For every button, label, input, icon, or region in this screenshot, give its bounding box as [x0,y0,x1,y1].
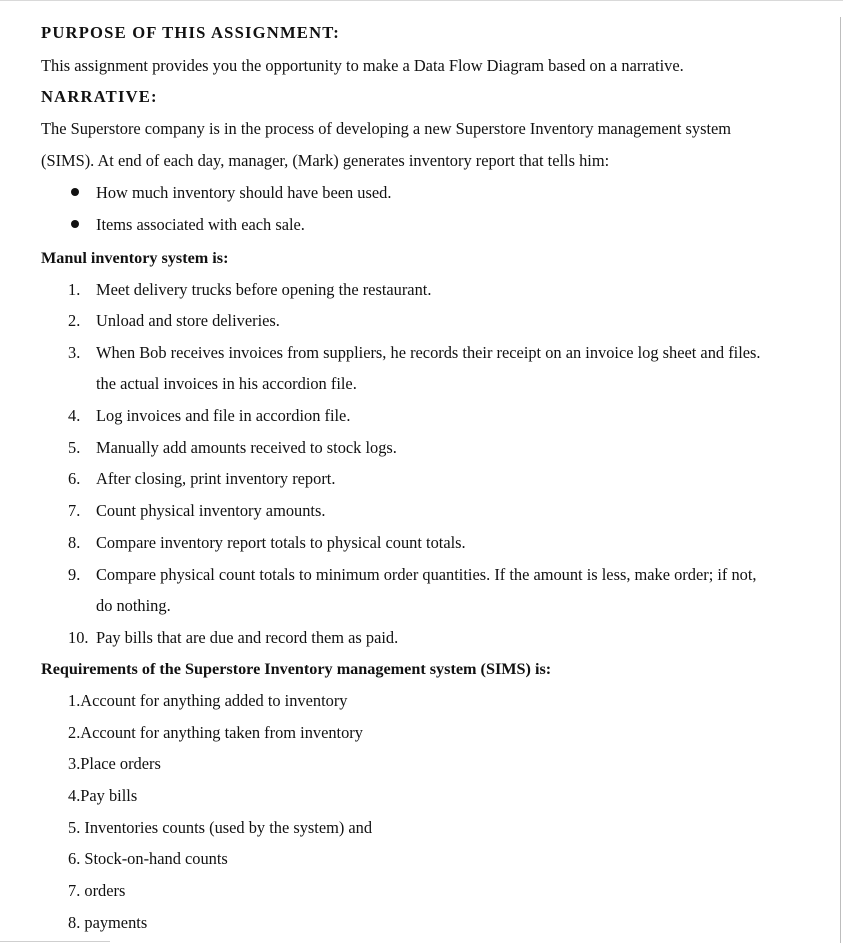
manual-item-number: 6. [68,469,81,488]
narrative-paragraph-line-2: (SIMS). At end of each day, manager, (Mark) generates inventory report that tells him: [41,151,610,170]
manual-item-number: 3. [68,343,81,362]
purpose-heading: PURPOSE OF THIS ASSIGNMENT: [41,23,341,42]
manual-item-text-continued: the actual invoices in his accordion file. [96,374,357,393]
requirement-item: 6. Stock-on-hand counts [68,849,228,868]
manual-item-text: Count physical inventory amounts. [96,501,326,520]
page-right-border [840,17,841,943]
manual-item-number: 9. [68,565,81,584]
requirement-item: 5. Inventories counts (used by the system) and [68,818,373,837]
requirement-item: 4.Pay bills [68,786,138,805]
manual-item-text: Compare inventory report totals to physical count totals. [96,533,466,552]
requirement-item: 3.Place orders [68,754,161,773]
narrative-paragraph-line-1: The Superstore company is in the process of developing a new Superstore Inventory management system [41,119,732,138]
manual-item-text-continued: do nothing. [96,596,171,615]
manual-item-text: Log invoices and file in accordion file. [96,406,351,425]
bullet-icon [71,220,79,228]
manual-item-number: 8. [68,533,81,552]
requirement-item: 2.Account for anything taken from inventory [68,723,363,742]
manual-item-text: After closing, print inventory report. [96,469,336,488]
narrative-bullet-2: Items associated with each sale. [96,215,305,234]
requirement-item: 1.Account for anything added to inventory [68,691,348,710]
manual-item-text: When Bob receives invoices from suppliers, he records their receipt on an invoice log sheet and files. [96,343,761,362]
purpose-text: This assignment provides you the opportunity to make a Data Flow Diagram based on a narrative. [41,56,684,75]
requirement-item: 8. payments [68,913,148,932]
requirement-item: 7. orders [68,881,126,900]
manual-item-text: Unload and store deliveries. [96,311,280,330]
narrative-heading: NARRATIVE: [41,87,158,106]
bullet-icon [71,188,79,196]
manual-item-number: 10. [68,628,89,647]
manual-item-number: 2. [68,311,81,330]
manual-item-text: Meet delivery trucks before opening the restaurant. [96,280,432,299]
manual-item-number: 1. [68,280,81,299]
requirements-heading: Requirements of the Superstore Inventory management system (SIMS) is: [41,660,552,678]
manual-item-text: Pay bills that are due and record them as paid. [96,628,399,647]
manual-item-number: 7. [68,501,81,520]
narrative-bullet-1: How much inventory should have been used. [96,183,392,202]
manual-system-heading: Manul inventory system is: [41,249,229,267]
manual-item-text: Compare physical count totals to minimum order quantities. If the amount is less, make order; if not, [96,565,757,584]
manual-item-number: 4. [68,406,81,425]
manual-item-text: Manually add amounts received to stock logs. [96,438,397,457]
manual-item-number: 5. [68,438,81,457]
